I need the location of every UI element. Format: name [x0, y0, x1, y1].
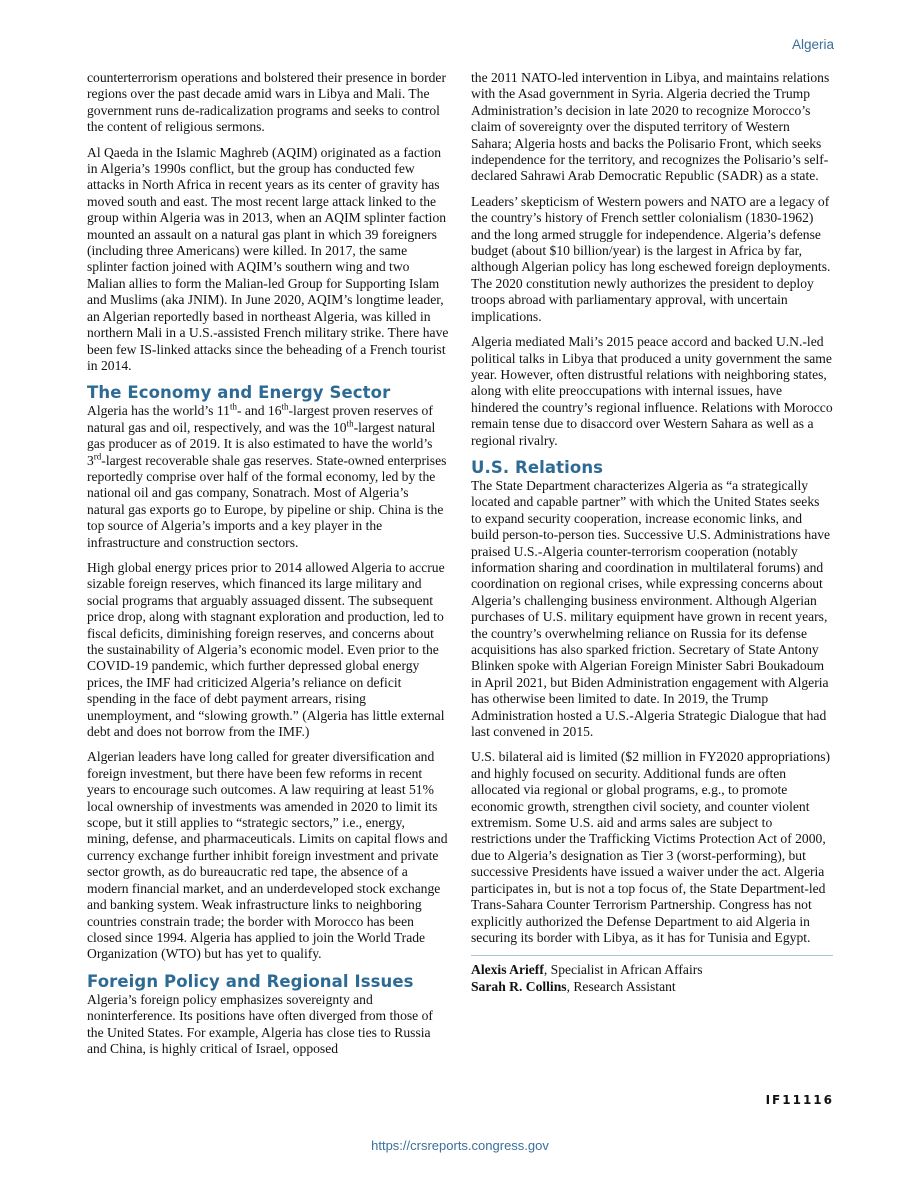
right-column — [471, 70, 833, 995]
divider — [471, 955, 833, 956]
author-line — [471, 962, 833, 978]
heading-us-relations: U.S. Relations — [471, 457, 604, 477]
paragraph: Al Qaeda in the Islamic Maghreb (AQIM) originated as a faction in Algeria’s 1990s conflict, but the group has conducted few attacks in North Africa in recent years as its center of gravity has moved south and east. The most recent large attack linked to the group within Algeria was in 2013, when an AQIM splinter faction mounted an assault on a natural gas plant in which 39 foreigners (including three Americans) were killed. In 2017, the same splinter faction joined with AQIM’s southern wing and two Malian allies to form the Malian-led Group for Supporting Islam and Muslims (aka JNIM). In June 2020, AQIM’s longtime leader, an Algerian reportedly based in northeast Algeria, was killed in northern Mali in a U.S.-assisted French military strike. There have been few IS-linked attacks since the beheading of a French tourist in 2014. — [87, 144, 449, 373]
author-name: Sarah R. Collins — [471, 978, 567, 994]
heading-economy: The Economy and Energy Sector — [87, 383, 391, 403]
paragraph: Leaders’ skepticism of Western powers and NATO are a legacy of the country’s history of French settler colonialism (1830-1962) and the long armed struggle for independence. Algeria’s defense budget (about $10 billion/year) is the largest in Africa by far, although Algerian policy has long eschewed foreign deployments. The 2020 constitution newly authorizes the president to deploy troops abroad with parliamentary approval, with uncertain implications. — [471, 193, 831, 324]
left-column — [87, 70, 449, 1066]
author-title: , Specialist in African Affairs — [543, 962, 703, 978]
paragraph: Algeria has the world’s 11th- and 16th-largest proven reserves of natural gas and oil, respectively, and was the 10th-largest natural gas producer as of 2019. It is also estimated to have the world’s 3rd-largest recoverable shale gas reserves. State-owned enterprises reportedly comprise over half of the formal economy, led by the national oil and gas company, Sonatrach. Most of Algeria’s natural gas exports go to Europe, by pipeline or ship. China is the top source of Algeria’s imports and a key player in the infrastructure and construction sectors. — [87, 401, 447, 550]
paragraph: Algeria’s foreign policy emphasizes sovereignty and noninterference. Its positions have often diverged from those of the United States. For example, Algeria has close ties to Russia and China, is highly critical of Israel, opposed — [87, 991, 433, 1056]
document-id: IF11116 — [765, 1093, 834, 1107]
paragraph: Algerian leaders have long called for greater diversification and foreign investment, but there have been few reforms in recent years to encourage such outcomes. A law requiring at least 51% local ownership of investments was amended in 2020 to limit its scope, but it still applies to “strategic sectors,” i.e., energy, mining, defense, and pharmaceuticals. Limits on capital flows and currency exchange further inhibit foreign investment and private sector growth, as do bureaucratic red tape, the absence of a modern financial market, and an underdeveloped stock exchange and banking system. Weak infrastructure links to neighboring countries constrain trade; the border with Morocco has been closed since 1994. Algeria has applied to join the World Trade Organization (WTO) but has yet to qualify. — [87, 749, 448, 962]
author-line — [471, 979, 833, 995]
paragraph: High global energy prices prior to 2014 allowed Algeria to accrue sizable foreign reserves, which financed its large military and social programs that arguably assuaged dissent. The subsequent price drop, along with stagnant exploration and production, led to fiscal deficits, diminishing foreign reserves, and concerns about the sustainability of Algeria’s economic model. Even prior to the COVID-19 pandemic, which further depressed global energy prices, the IMF had criticized Algeria’s reliance on deficit spending in the face of debt payment arrears, rising unemployment, and “slowing growth.” (Algeria has little external debt and does not borrow from the IMF.) — [87, 559, 445, 740]
paragraph: U.S. bilateral aid is limited ($2 million in FY2020 appropriations) and highly focused on security. Additional funds are often allocated via regional or global programs, e.g., to promote economic growth, strengthen civil society, and counter violent extremism. Some U.S. aid and arms sales are subject to restrictions under the Trafficking Victims Protection Act of 2000, due to Algeria’s designation as Tier 3 (worst-performing), but successive Presidents have issued a waiver under the act. Algeria participates in, but is not a top focus of, the State Department-led Trans-Sahara Counter Terrorism Partnership. Congress has not explicitly authorized the Defense Department to aid Algeria in securing its border with Libya, as it has for Tunisia and Egypt. — [471, 749, 831, 945]
heading-foreign-policy: Foreign Policy and Regional Issues — [87, 971, 414, 991]
footer-link[interactable]: https://crsreports.congress.gov — [371, 1138, 549, 1153]
paragraph: Algeria mediated Mali’s 2015 peace accord and backed U.N.-led political talks in Libya that produced a unity government the same year. However, often distrustful relations with neighboring states, along with elite preoccupations with internal issues, have hindered the country’s regional influence. Relations with Morocco remain tense due to disaccord over Western Sahara as well as a regional rivalry. — [471, 334, 833, 448]
section-title: Algeria — [791, 37, 834, 52]
author-block — [471, 962, 833, 995]
paragraph: counterterrorism operations and bolstered their presence in border regions over the past decade amid wars in Libya and Mali. The government runs de-radicalization programs and seeks to control the content of religious sermons. — [87, 70, 446, 135]
paragraph: the 2011 NATO-led intervention in Libya, and maintains relations with the Asad government in Syria. Algeria decried the Trump Administration’s decision in late 2020 to recognize Morocco’s claim of sovereignty over the disputed territory of Western Sahara; Algeria hosts and backs the Polisario Front, which seeks independence for the territory, and recognizes the Polisario’s self-declared Sahrawi Arab Democratic Republic (SADR) as a state. — [471, 70, 830, 184]
author-title: , Research Assistant — [566, 978, 676, 994]
paragraph: The State Department characterizes Algeria as “a strategically located and capable partner” with which the United States seeks to expand security cooperation, increase economic links, and build person-to-person ties. Successive U.S. Administrations have praised U.S.-Algeria counter-terrorism cooperation (notably information sharing and coordination in multilateral forums) and coordination on regional crises, while expressing concerns about Algeria’s challenging business environment. Although Algerian purchases of U.S. military equipment have grown in recent years, the country’s overwhelming reliance on Russia for its defense acquisitions has also sparked friction. Secretary of State Antony Blinken spoke with Algerian Foreign Minister Sabri Boukadoum in April 2021, but Biden Administration engagement with Algeria has otherwise been limited to date. In 2019, the Trump Administration hosted a U.S.-Algeria Strategic Dialogue that had last convened in 2015. — [471, 477, 831, 740]
author-name: Alexis Arieff — [471, 962, 544, 978]
